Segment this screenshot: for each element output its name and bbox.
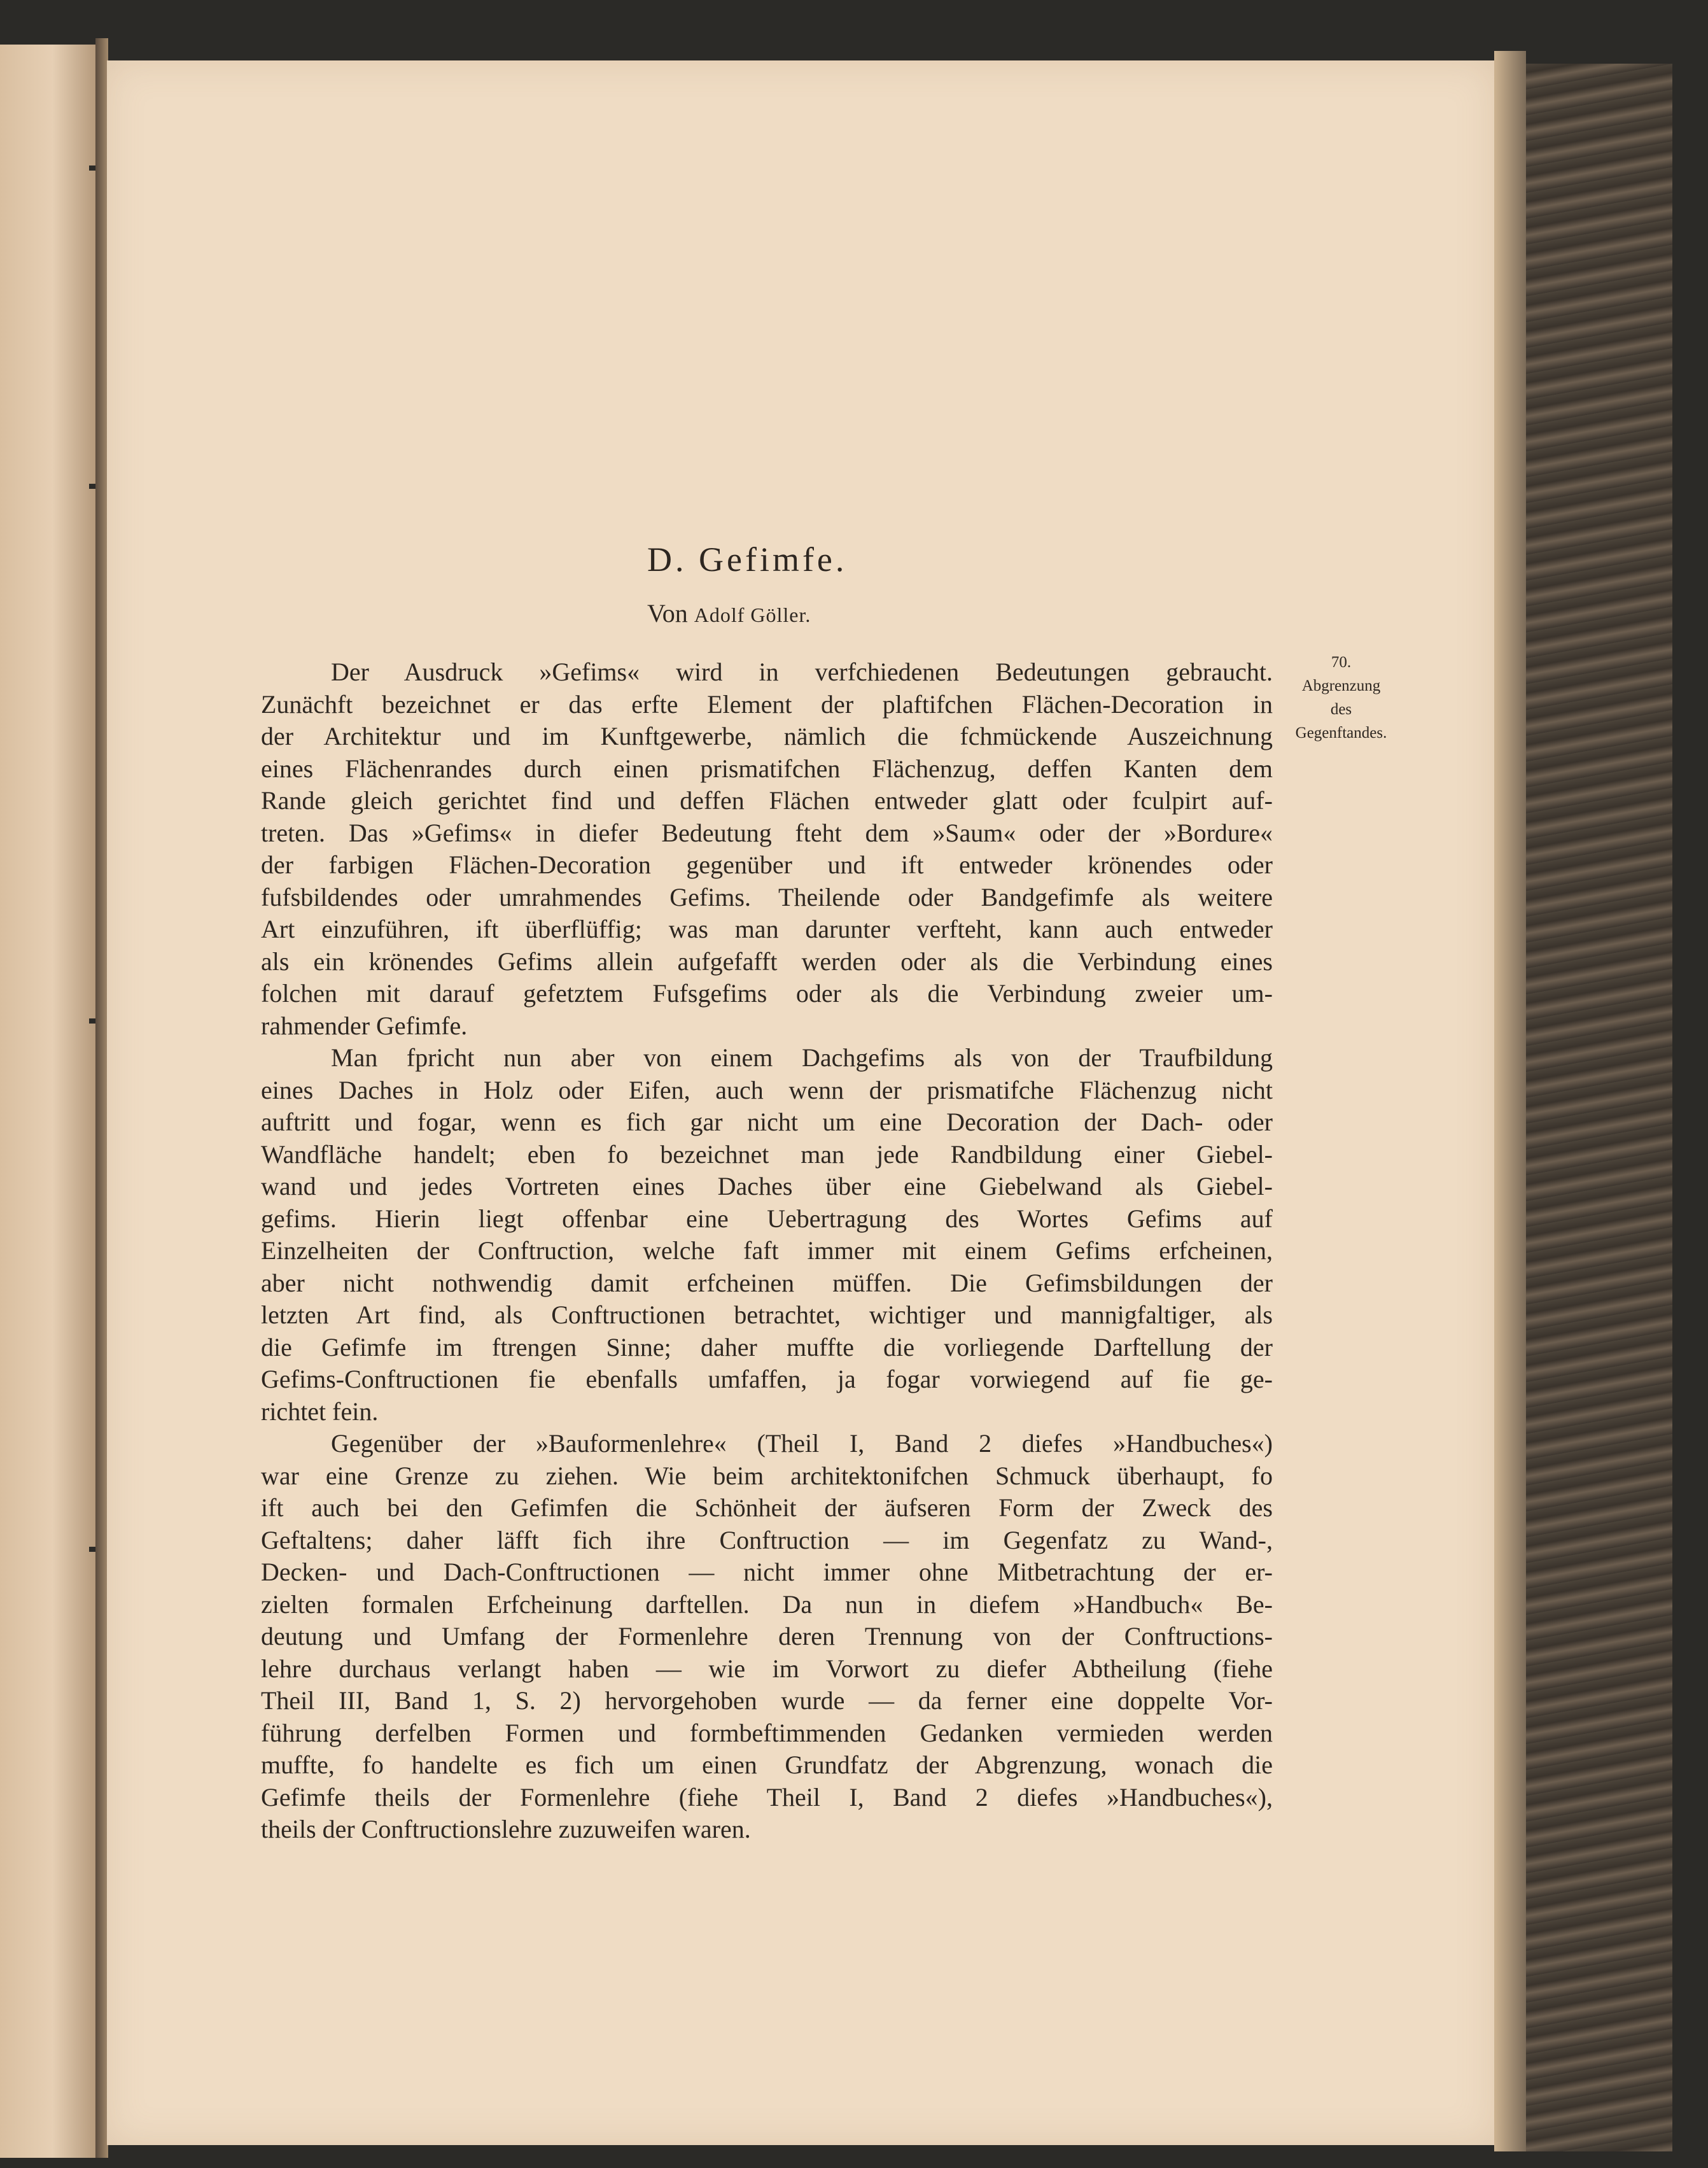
body-line: eines Daches in Holz oder Eifen, auch wenn der prismatifche Flächenzug nicht xyxy=(261,1075,1273,1104)
body-line: lehre durchaus verlangt haben — wie im Vorwort zu diefer Abtheilung (fiehe xyxy=(261,1654,1273,1683)
body-line: theils der Conftructionslehre zuzuweifen waren. xyxy=(261,1815,751,1843)
body-line: wand und jedes Vortreten eines Daches über eine Giebelwand als Giebel- xyxy=(261,1172,1273,1200)
margin-note-line: Gegenftandes. xyxy=(1295,724,1387,742)
body-line: als ein krönendes Gefims allein aufgefafft werden oder als die Verbindung eines xyxy=(261,947,1273,976)
margin-note-line: des xyxy=(1330,701,1352,718)
byline-author: Adolf Göller. xyxy=(694,603,811,626)
left-page-edge xyxy=(0,45,95,2158)
body-line: auftritt und fogar, wenn es fich gar nicht um eine Decoration der Dach- oder xyxy=(261,1108,1273,1136)
body-line: zielten formalen Erfcheinung darftellen. Da nun in diefem »Handbuch« Be- xyxy=(261,1589,1273,1619)
body-text xyxy=(261,656,1273,1846)
body-line: Art einzuführen, ift überflüffig; was man darunter verfteht, kann auch entweder xyxy=(261,915,1273,943)
page-edges xyxy=(1494,51,1526,2151)
body-line: treten. Das »Gefims« in diefer Bedeutung fteht dem »Saum« oder der »Bordure« xyxy=(261,818,1273,847)
byline xyxy=(647,598,811,628)
body-line: Decken- und Dach-Conftructionen — nicht immer ohne Mitbetrachtung der er- xyxy=(261,1558,1273,1586)
body-line: fufsbildendes oder umrahmendes Gefims. Theilende oder Bandgefimfe als weitere xyxy=(261,882,1273,912)
body-line: die Gefimfe im ftrengen Sinne; daher muffte die vorliegende Darftellung der xyxy=(261,1332,1273,1362)
section-title: D. Gefimfe. xyxy=(647,540,848,579)
body-line: letzten Art find, als Conftructionen betrachtet, wichtiger und mannigfaltiger, als xyxy=(261,1300,1273,1329)
body-line: der farbigen Flächen-Decoration gegenüber und ift entweder krönendes oder xyxy=(261,850,1273,879)
byline-prefix: Von xyxy=(647,599,688,628)
body-line: gefims. Hierin liegt offenbar eine Uebertragung des Wortes Gefims auf xyxy=(261,1204,1273,1233)
body-line: Wandfläche handelt; eben fo bezeichnet man jede Randbildung einer Giebel- xyxy=(261,1139,1273,1169)
body-line: Gegenüber der »Bauformenlehre« (Theil I, Band 2 diefes »Handbuches«) xyxy=(331,1429,1273,1458)
book-cover xyxy=(1526,64,1672,2151)
body-line: aber nicht nothwendig damit erfcheinen müffen. Die Gefimsbildungen der xyxy=(261,1268,1273,1297)
margin-note-number: 70. xyxy=(1331,654,1352,671)
margin-note-line: Abgrenzung xyxy=(1301,677,1381,694)
body-line: Gefimfe theils der Formenlehre (fiehe Theil I, Band 2 diefes »Handbuches«), xyxy=(261,1782,1273,1812)
body-line: Rande gleich gerichtet find und deffen Flächen entweder glatt oder fculpirt auf- xyxy=(261,786,1273,815)
body-line: Man fpricht nun aber von einem Dachgefims als von der Traufbildung xyxy=(331,1043,1273,1072)
body-line: Der Ausdruck »Gefims« wird in verfchiedenen Bedeutungen gebraucht. xyxy=(331,658,1273,686)
body-line: Gefims-Conftructionen fie ebenfalls umfaffen, ja fogar vorwiegend auf fie ge- xyxy=(261,1365,1273,1393)
body-line: ift auch bei den Gefimfen die Schönheit der äufseren Form der Zweck des xyxy=(261,1493,1273,1522)
body-line: Geftaltens; daher läfft fich ihre Conftruction — im Gegenfatz zu Wand-, xyxy=(261,1525,1273,1554)
body-line: muffte, fo handelte es fich um einen Grundfatz der Abgrenzung, wonach die xyxy=(261,1750,1273,1779)
body-line: führung derfelben Formen und formbeftimmenden Gedanken vermieden werden xyxy=(261,1718,1273,1747)
body-line: rahmender Gefimfe. xyxy=(261,1011,468,1040)
margin-note xyxy=(1282,651,1400,745)
book-gutter xyxy=(95,38,108,2158)
body-line: Theil III, Band 1, S. 2) hervorgehoben wurde — da ferner eine doppelte Vor- xyxy=(261,1686,1273,1715)
body-line: eines Flächenrandes durch einen prismatifchen Flächenzug, deffen Kanten dem xyxy=(261,754,1273,783)
body-line: richtet fein. xyxy=(261,1397,379,1426)
body-line: war eine Grenze zu ziehen. Wie beim architektonifchen Schmuck überhaupt, fo xyxy=(261,1461,1273,1490)
body-line: folchen mit darauf gefetztem Fufsgefims oder als die Verbindung zweier um- xyxy=(261,979,1273,1008)
body-line: der Architektur und im Kunftgewerbe, nämlich die fchmückende Auszeichnung xyxy=(261,722,1273,750)
body-line: Einzelheiten der Conftruction, welche faft immer mit einem Gefims erfcheinen, xyxy=(261,1236,1273,1265)
body-line: deutung und Umfang der Formenlehre deren Trennung von der Conftructions- xyxy=(261,1622,1273,1651)
body-line: Zunächft bezeichnet er das erfte Element der plaftifchen Flächen-Decoration in xyxy=(261,689,1273,719)
